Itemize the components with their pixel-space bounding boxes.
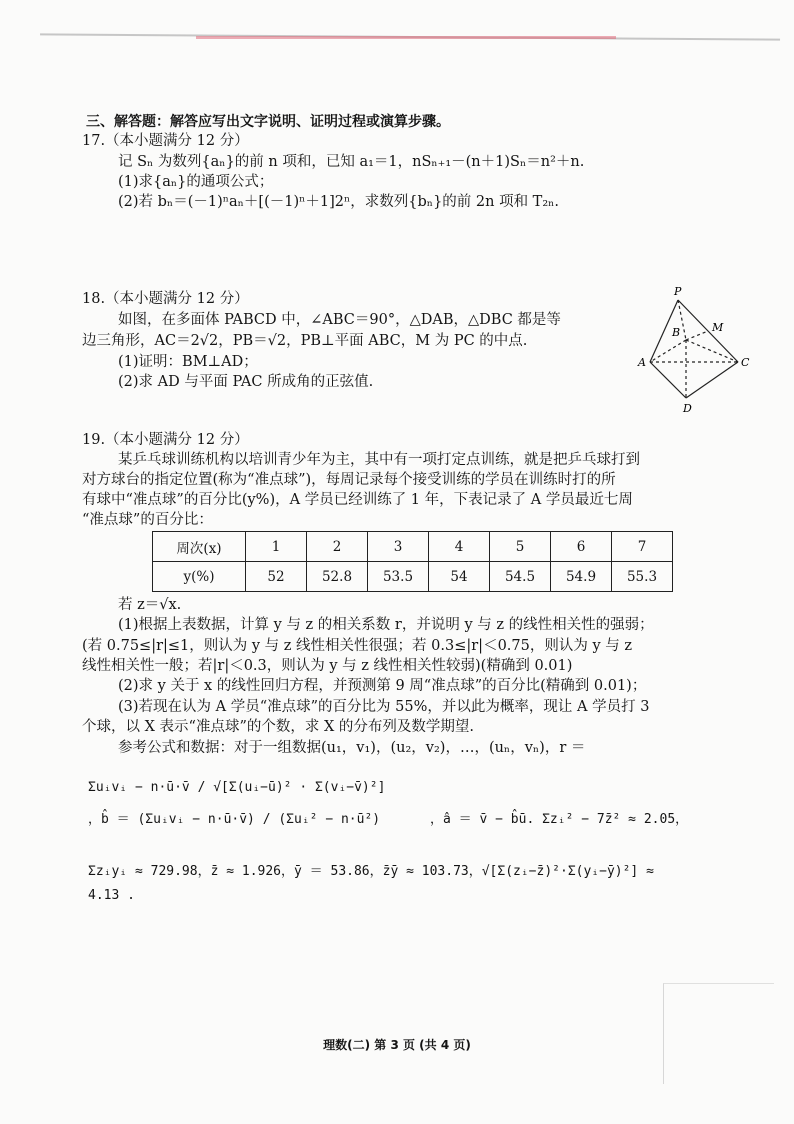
- table-cell: 53.5: [368, 562, 429, 592]
- q19-reference-intro: 参考公式和数据：对于一组数据(u₁，v₁)，(u₂，v₂)，…，(uₙ，vₙ)，r ＝: [118, 740, 586, 756]
- q19-paragraph-4: “准点球”的百分比：: [82, 512, 213, 528]
- q19-paragraph-2: 对方球台的指定位置(称为“准点球”)，每周记录每个接受训练的学员在训练时打的所: [82, 472, 616, 488]
- table-cell: 4: [429, 532, 490, 562]
- q19-formula-b: ，b̂ ＝ (Σuᵢvᵢ − n·ū·v̄) / (Σuᵢ² − n·ū²): [88, 812, 381, 827]
- q18-part1: (1)证明：BM⊥AD；: [118, 354, 258, 370]
- label-c: C: [741, 356, 750, 369]
- table-header-week: 周次(x): [153, 532, 246, 562]
- q18-stem-1: 如图，在多面体 PABCD 中，∠ABC＝90°，△DAB，△DBC 都是等: [118, 312, 561, 328]
- edge-bc: [686, 340, 738, 362]
- weekly-percentage-table: [152, 531, 673, 592]
- table-cell: 3: [368, 532, 429, 562]
- table-cell: 52: [246, 562, 307, 592]
- table-row: [153, 562, 673, 592]
- table-cell: 1: [246, 532, 307, 562]
- q19-formula-a: ，â ＝ v̄ − b̂ū. Σzᵢ² − 7z̄² ≈ 2.05，: [430, 812, 689, 827]
- q18-stem-2: 边三角形，AC＝2√2，PB＝√2，PB⊥平面 ABC，M 为 PC 的中点.: [82, 333, 528, 349]
- table-row: [153, 532, 673, 562]
- table-cell: 55.3: [612, 562, 673, 592]
- edge-cd: [686, 362, 738, 398]
- label-d: D: [683, 402, 692, 415]
- scan-red-mark: [196, 36, 616, 39]
- q19-formula-r: Σuᵢvᵢ − n·ū·v̄ / √[Σ(uᵢ−ū)² · Σ(vᵢ−v̄)²]: [88, 780, 386, 795]
- q17-part1: (1)求{aₙ}的通项公式；: [118, 174, 274, 190]
- edge-ad: [650, 362, 686, 398]
- page-footer: 理数(二) 第 3 页 (共 4 页): [323, 1038, 471, 1052]
- q19-paragraph-3: 有球中“准点球”的百分比(y%)，A 学员已经训练了 1 年，下表记录了 A 学员最近七周: [82, 492, 633, 508]
- q17-title: 17.（本小题满分 12 分）: [82, 133, 249, 149]
- section-heading: 三、解答题：解答应写出文字说明、证明过程或演算步骤。: [86, 114, 450, 130]
- table-cell: 54.9: [551, 562, 612, 592]
- q17-part2: (2)若 bₙ＝(－1)ⁿaₙ＋[(－1)ⁿ＋1]2ⁿ，求数列{bₙ}的前 2n 项和 T₂ₙ.: [118, 194, 560, 210]
- q19-title: 19.（本小题满分 12 分）: [82, 432, 249, 448]
- q19-reference-data-end: 4.13 .: [88, 888, 135, 903]
- scan-corner-mark: [663, 983, 774, 1084]
- label-p: P: [674, 286, 682, 298]
- table-cell: 54: [429, 562, 490, 592]
- table-cell: 5: [490, 532, 551, 562]
- q18-title: 18.（本小题满分 12 分）: [82, 291, 249, 307]
- q19-question-1c: 线性相关性一般；若|r|＜0.3，则认为 y 与 z 线性相关性较弱)(精确到 0.01): [82, 658, 573, 674]
- q19-reference-data: Σzᵢyᵢ ≈ 729.98，z̄ ≈ 1.926，ȳ ＝ 53.86，z̄ȳ ≈ 103.73，√[Σ(zᵢ−z̄)²·Σ(yᵢ−ȳ)²] ≈: [88, 864, 654, 879]
- label-m: M: [712, 321, 724, 334]
- table-header-percent: y(%): [153, 562, 246, 592]
- table-cell: 6: [551, 532, 612, 562]
- q19-paragraph-1: 某乒乓球训练机构以培训青少年为主，其中有一项打定点训练，就是把乒乓球打到: [118, 452, 640, 468]
- q19-question-3b: 个球，以 X 表示“准点球”的个数，求 X 的分布列及数学期望.: [82, 719, 475, 735]
- label-a: A: [638, 356, 646, 369]
- polyhedron-figure: [630, 286, 760, 416]
- q19-question-1b: (若 0.75≤|r|≤1，则认为 y 与 z 线性相关性很强；若 0.3≤|r|＜0.75，则认为 y 与 z: [82, 638, 633, 654]
- q19-question-2: (2)求 y 关于 x 的线性回归方程，并预测第 9 周“准点球”的百分比(精确到 0.01)；: [118, 678, 647, 694]
- q17-stem: 记 Sₙ 为数列{aₙ}的前 n 项和，已知 a₁＝1，nSₙ₊₁－(n＋1)Sₙ＝n²＋n.: [118, 154, 585, 170]
- q18-part2: (2)求 AD 与平面 PAC 所成角的正弦值.: [118, 374, 374, 390]
- q19-let-z: 若 z＝√x.: [118, 597, 182, 613]
- table-cell: 52.8: [307, 562, 368, 592]
- table-cell: 54.5: [490, 562, 551, 592]
- edge-bm: [686, 331, 708, 340]
- q19-question-1a: (1)根据上表数据，计算 y 与 z 的相关系数 r，并说明 y 与 z 的线性相关性的强弱；: [118, 617, 654, 633]
- q19-question-3a: (3)若现在认为 A 学员“准点球”的百分比为 55%，并以此为概率，现让 A 学员打 3: [118, 699, 650, 715]
- label-b: B: [672, 326, 681, 339]
- table-cell: 2: [307, 532, 368, 562]
- table-cell: 7: [612, 532, 673, 562]
- edge-pc: [678, 300, 738, 362]
